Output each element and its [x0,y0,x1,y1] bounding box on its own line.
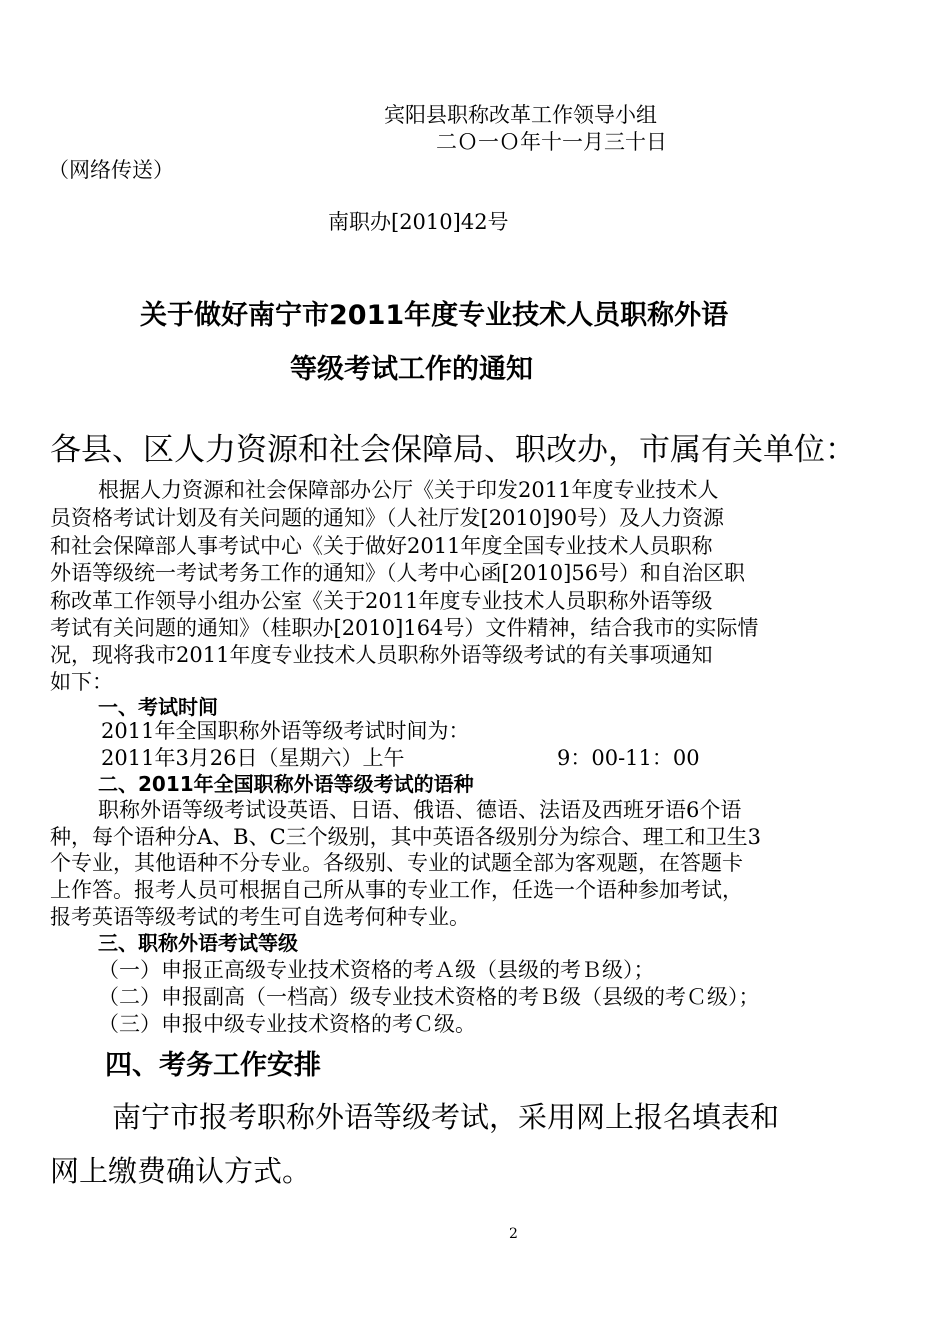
level-item: （三）申报中级专业技术资格的考Ｃ级。 [98,1012,476,1036]
transmission-note: （网络传送） [48,158,174,182]
section-4-heading: 四、考务工作安排 [105,1050,321,1081]
intro-line: 根据人力资源和社会保障部办公厅《关于印发2011年度专业技术人 [98,478,719,502]
section-2-line: 种，每个语种分A、B、C三个级别，其中英语各级别分为综合、理工和卫生3 [50,825,762,849]
document-title-line-2: 等级考试工作的通知 [290,354,533,385]
section-2-line: 个专业，其他语种不分专业。各级别、专业的试题全部为客观题，在答题卡 [50,851,743,875]
issuer-org: 宾阳县职称改革工作领导小组 [384,103,657,127]
salutation: 各县、区人力资源和社会保障局、职改办，市属有关单位： [50,432,856,468]
section-3-heading: 三、职称外语考试等级 [98,931,298,955]
intro-line: 称改革工作领导小组办公室《关于2011年度专业技术人员职称外语等级 [50,589,713,613]
intro-line: 和社会保障部人事考试中心《关于做好2011年度全国专业技术人员职称 [50,534,713,558]
intro-line: 况，现将我市2011年度专业技术人员职称外语等级考试的有关事项通知 [50,643,713,667]
intro-line: 考试有关问题的通知》（桂职办[2010]164号）文件精神，结合我市的实际情 [50,616,759,640]
issue-date: 二Ｏ一Ｏ年十一月三十日 [436,130,667,154]
section-2-heading: 二、2011年全国职称外语等级考试的语种 [98,772,474,796]
intro-line: 外语等级统一考试考务工作的通知》（人考中心函[2010]56号）和自治区职 [50,561,746,585]
exam-time: 9：00-11：00 [557,746,700,770]
document-number: 南职办[2010]42号 [328,210,509,234]
intro-line: 如下： [50,670,113,694]
page-number: 2 [509,1226,518,1242]
section-2-line: 报考英语等级考试的考生可自选考何种专业。 [50,905,470,929]
section-2-line: 职称外语等级考试设英语、日语、俄语、德语、法语及西班牙语6个语 [98,798,742,822]
section-2-line: 上作答。报考人员可根据自己所从事的专业工作，任选一个语种参加考试， [50,878,743,902]
level-item: （二）申报副高（一档高）级专业技术资格的考Ｂ级（县级的考Ｃ级）； [98,985,760,1009]
section-4-line: 南宁市报考职称外语等级考试，采用网上报名填表和 [112,1100,780,1134]
section-4-line: 网上缴费确认方式。 [50,1154,312,1188]
document-title-line-1: 关于做好南宁市2011年度专业技术人员职称外语 [140,300,729,331]
intro-line: 员资格考试计划及有关问题的通知》（人社厅发[2010]90号）及人力资源 [50,506,725,530]
exam-date: 2011年3月26日（星期六）上午 [101,746,405,770]
exam-time-intro: 2011年全国职称外语等级考试时间为： [101,719,470,743]
section-1-heading: 一、考试时间 [98,695,218,719]
level-item: （一）申报正高级专业技术资格的考Ａ级（县级的考Ｂ级）； [98,958,655,982]
